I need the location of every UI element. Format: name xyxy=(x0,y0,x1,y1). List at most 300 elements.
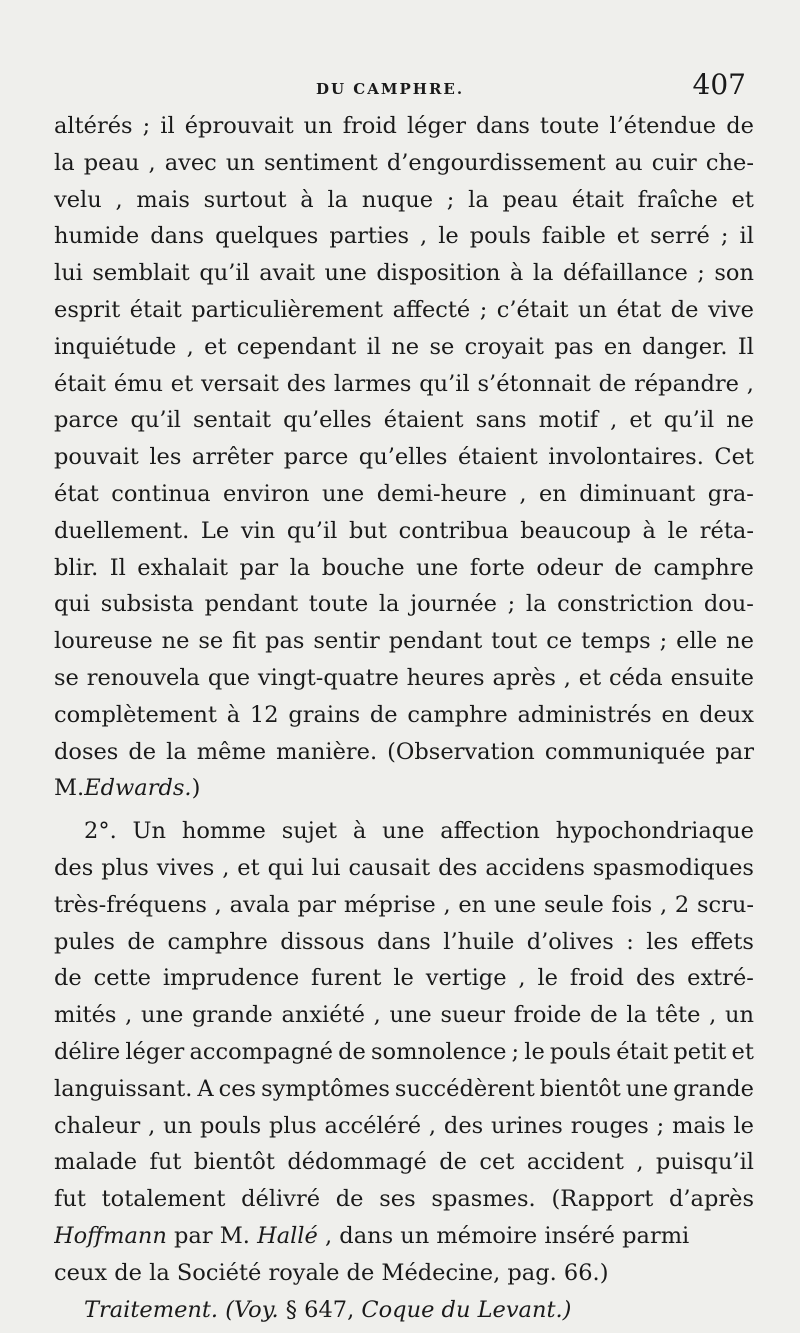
word: che- xyxy=(705,149,754,176)
word: demi-heure xyxy=(376,480,507,507)
word: , xyxy=(746,370,754,397)
treatment-ref: § 647, xyxy=(278,1296,362,1323)
text-line xyxy=(54,1218,754,1255)
word: journée xyxy=(410,591,498,618)
word: constriction xyxy=(557,591,694,618)
word: ; xyxy=(507,591,516,618)
word: après xyxy=(492,664,556,691)
word: contribua xyxy=(398,517,509,544)
word: étaient xyxy=(457,444,538,471)
text-line xyxy=(54,329,754,366)
word: ; xyxy=(446,186,455,213)
word: éprouvait xyxy=(184,113,294,139)
word: parce xyxy=(54,407,119,434)
word: duellement. xyxy=(54,517,190,544)
word: en xyxy=(538,480,567,507)
word: était xyxy=(129,296,182,323)
word: , xyxy=(428,1112,437,1139)
word: parce xyxy=(283,444,349,471)
word: croyait xyxy=(464,333,544,360)
word: froid xyxy=(569,965,625,992)
word: spasmodiques xyxy=(592,854,754,881)
word: les xyxy=(149,444,182,471)
word: homme xyxy=(181,818,266,845)
word: exhalait xyxy=(137,554,229,581)
word: et xyxy=(237,854,260,881)
word: de xyxy=(369,701,398,728)
word: accidens xyxy=(485,854,585,881)
text-line xyxy=(54,1034,754,1071)
word: défaillance xyxy=(562,260,688,287)
word: qu’elles xyxy=(358,444,448,471)
word: effets xyxy=(690,928,754,955)
word: des xyxy=(286,370,327,397)
line-text: M. xyxy=(54,775,85,802)
word: s’étonnait xyxy=(477,370,591,397)
word: mais xyxy=(136,186,190,213)
word: la xyxy=(626,1002,648,1029)
word: délivré xyxy=(241,1186,321,1213)
word: altérés xyxy=(54,113,133,139)
word: plus xyxy=(101,854,149,881)
word: malade xyxy=(54,1149,138,1176)
word: fut xyxy=(54,1186,86,1213)
word: affection xyxy=(440,818,540,845)
word: par xyxy=(239,554,279,581)
word: le xyxy=(393,965,414,992)
text-line xyxy=(54,1071,754,1108)
word: de xyxy=(335,1186,364,1213)
word: , xyxy=(125,1002,133,1029)
word: des xyxy=(438,854,478,881)
word: c’était xyxy=(496,296,569,323)
word: : xyxy=(626,928,634,955)
word: , xyxy=(709,1002,717,1029)
word: heures xyxy=(406,664,485,691)
italic-text: Hallé xyxy=(257,1222,318,1249)
word: urines xyxy=(491,1112,563,1139)
word: furent xyxy=(311,965,382,992)
word: se xyxy=(198,628,224,655)
word: Il xyxy=(737,333,754,360)
word: beaucoup xyxy=(520,517,631,544)
word: , xyxy=(443,891,451,918)
word: pas xyxy=(265,628,305,655)
word: dans xyxy=(476,113,530,139)
word: et xyxy=(731,186,754,213)
word: surtout xyxy=(203,186,287,213)
word: totalement xyxy=(101,1186,226,1213)
word: , xyxy=(563,664,571,691)
word: et xyxy=(170,370,194,397)
word: somnolence xyxy=(371,1038,507,1065)
paragraph-1 xyxy=(54,108,754,770)
word: qui xyxy=(267,854,304,881)
word: environ xyxy=(222,480,310,507)
word: à xyxy=(300,186,314,213)
word: esprit xyxy=(54,296,121,323)
line-text: , dans un mémoire inséré parmi xyxy=(317,1222,690,1249)
word: , xyxy=(214,891,222,918)
text-line xyxy=(54,513,754,550)
line-text: par M. xyxy=(166,1222,258,1249)
word: , xyxy=(222,854,230,881)
text-line xyxy=(54,887,754,924)
text-line xyxy=(54,697,754,734)
word: deux xyxy=(699,701,754,728)
word: cuir xyxy=(651,149,697,176)
word: spasmes. xyxy=(431,1186,536,1213)
word: en xyxy=(603,333,632,360)
text-line xyxy=(54,997,754,1034)
word: communiquée xyxy=(544,738,706,765)
word: rouges xyxy=(570,1112,649,1139)
word: de xyxy=(338,1038,366,1065)
word: ; xyxy=(142,113,151,139)
word: à xyxy=(352,818,367,845)
text-line xyxy=(54,813,754,850)
word: Le xyxy=(200,517,230,544)
word: fit xyxy=(232,628,257,655)
italic-text: Hoffmann xyxy=(54,1222,167,1249)
body-text xyxy=(54,108,754,1328)
paragraph-2 xyxy=(54,813,754,1218)
word: 12 xyxy=(249,701,279,728)
word: vin xyxy=(240,517,276,544)
treatment-close: ) xyxy=(562,1296,572,1323)
word: méprise xyxy=(343,891,436,918)
word: danger. xyxy=(642,333,728,360)
word: seule xyxy=(543,891,604,918)
word: , xyxy=(420,223,428,250)
word: la xyxy=(525,591,547,618)
word: avala xyxy=(229,891,290,918)
word: et xyxy=(578,664,602,691)
word: , xyxy=(373,1002,381,1029)
word: , xyxy=(636,1149,644,1176)
word: manière. xyxy=(276,738,378,765)
word: était xyxy=(54,370,107,397)
word: était xyxy=(571,186,624,213)
word: des xyxy=(635,965,676,992)
text-line xyxy=(54,255,754,292)
word: grains xyxy=(288,701,361,728)
word: le xyxy=(537,965,558,992)
word: était xyxy=(616,1038,669,1065)
word: quelques xyxy=(215,223,319,250)
word: , xyxy=(186,333,194,360)
word: ; xyxy=(659,628,668,655)
word: l’étendue xyxy=(609,113,717,139)
treatment-line xyxy=(54,1292,754,1329)
word: forte xyxy=(469,554,525,581)
word: puisqu’il xyxy=(655,1149,754,1176)
treatment-voy: Voy. xyxy=(234,1296,279,1323)
word: 2 xyxy=(674,891,690,918)
word: administrés xyxy=(517,701,652,728)
word: imprudence xyxy=(162,965,300,992)
word: faible xyxy=(541,223,606,250)
word: à xyxy=(509,260,524,287)
word: en xyxy=(458,891,487,918)
word: de xyxy=(598,370,627,397)
word: renouvela xyxy=(86,664,200,691)
word: lui xyxy=(311,854,341,881)
word: ému xyxy=(113,370,163,397)
line-text: ) xyxy=(191,775,201,802)
word: pendant xyxy=(388,628,483,655)
word: et xyxy=(616,223,640,250)
line-text: ceux de la Société royale de Médecine, pag. 66.) xyxy=(54,1259,609,1286)
word: ; xyxy=(479,296,488,323)
word: ce xyxy=(546,628,573,655)
word: , xyxy=(115,186,123,213)
word: ne xyxy=(161,628,190,655)
word: fraîche xyxy=(637,186,718,213)
word: la xyxy=(166,738,187,765)
word: de xyxy=(589,1002,618,1029)
text-line xyxy=(54,850,754,887)
word: ne xyxy=(726,407,754,434)
word: de xyxy=(128,738,157,765)
word: 2°. xyxy=(84,818,117,845)
word: qu’il xyxy=(286,517,338,544)
word: anxiété xyxy=(281,1002,365,1029)
text-line xyxy=(54,145,754,182)
word: lui xyxy=(54,260,83,287)
word: qu’il xyxy=(130,407,181,434)
word: plus xyxy=(269,1112,317,1139)
word: , xyxy=(659,891,668,918)
word: affecté xyxy=(392,296,471,323)
word: pules xyxy=(54,928,115,955)
word: par xyxy=(297,891,337,918)
word: d’engourdissement xyxy=(386,149,606,176)
word: une xyxy=(493,891,537,918)
line-text xyxy=(54,1218,689,1255)
word: petit xyxy=(673,1038,727,1065)
word: la xyxy=(327,186,349,213)
word: bouche xyxy=(321,554,405,581)
word: en xyxy=(661,701,690,728)
word: céda xyxy=(608,664,663,691)
word: froide xyxy=(513,1002,582,1029)
word: ces xyxy=(218,1075,257,1102)
word: sans xyxy=(475,407,527,434)
word: la xyxy=(289,554,311,581)
word: peau xyxy=(502,186,559,213)
word: ; xyxy=(720,223,729,250)
word: la xyxy=(468,186,489,213)
word: réta- xyxy=(699,517,754,544)
word: de xyxy=(54,965,82,992)
word: très-fréquens xyxy=(54,891,207,918)
word: mais xyxy=(672,1112,726,1139)
word: succédèrent xyxy=(394,1075,535,1102)
word: arrêter xyxy=(191,444,274,471)
word: ; xyxy=(511,1038,520,1065)
word: se xyxy=(429,333,455,360)
word: par xyxy=(715,738,754,765)
text-line xyxy=(54,366,754,403)
word: ensuite xyxy=(670,664,754,691)
word: pouls xyxy=(469,223,531,250)
word: temps xyxy=(581,628,651,655)
word: larmes xyxy=(333,370,412,397)
word: disposition xyxy=(376,260,501,287)
word: blir. xyxy=(54,554,99,581)
word: semblait xyxy=(92,260,190,287)
word: toute xyxy=(308,591,369,618)
word: pouls xyxy=(549,1038,612,1065)
word: sentiment xyxy=(263,149,378,176)
word: froid xyxy=(342,113,397,139)
word: versait xyxy=(200,370,279,397)
text-line xyxy=(54,1144,754,1181)
word: le xyxy=(733,1112,754,1139)
word: étaient xyxy=(383,407,464,434)
word: inquiétude xyxy=(54,333,177,360)
text-line xyxy=(54,770,754,807)
word: but xyxy=(349,517,387,544)
word: serré xyxy=(650,223,710,250)
word: la xyxy=(532,260,554,287)
word: d’après xyxy=(669,1186,754,1213)
word: qu’il xyxy=(419,370,470,397)
word: sentir xyxy=(313,628,380,655)
word: loureuse xyxy=(54,628,153,655)
word: (Rapport xyxy=(551,1186,654,1213)
word: cet xyxy=(479,1149,515,1176)
word: velu xyxy=(54,186,102,213)
word: qu’il xyxy=(199,260,250,287)
treatment-label: Traitement. ( xyxy=(84,1296,234,1323)
word: que xyxy=(207,664,251,691)
word: gra- xyxy=(707,480,754,507)
word: de xyxy=(726,113,754,139)
word: sueur xyxy=(440,1002,506,1029)
word: odeur xyxy=(536,554,603,581)
word: de xyxy=(614,554,643,581)
word: , xyxy=(518,965,526,992)
word: léger xyxy=(125,1038,185,1065)
word: doses xyxy=(54,738,119,765)
text-line xyxy=(54,1181,754,1218)
word: camphre xyxy=(653,554,754,581)
word: il xyxy=(366,333,381,360)
word: extré- xyxy=(687,965,754,992)
word: diminuant xyxy=(579,480,696,507)
word: bientôt xyxy=(539,1075,621,1102)
text-line xyxy=(54,550,754,587)
word: , xyxy=(610,407,618,434)
word: dans xyxy=(150,223,205,250)
word: accident xyxy=(526,1149,624,1176)
word: pendant xyxy=(204,591,299,618)
text-line xyxy=(54,586,754,623)
word: et xyxy=(629,407,652,434)
word: dissous xyxy=(280,928,365,955)
word: une xyxy=(416,554,459,581)
text-line xyxy=(54,108,754,145)
word: d’olives xyxy=(526,928,614,955)
text-line xyxy=(54,439,754,476)
word: , xyxy=(519,480,527,507)
text-line xyxy=(54,1108,754,1145)
word: une xyxy=(625,1075,669,1102)
text-line xyxy=(54,960,754,997)
word: complètement xyxy=(54,701,217,728)
word: dans xyxy=(376,928,431,955)
word: les xyxy=(646,928,679,955)
word: toute xyxy=(539,113,600,139)
word: vive xyxy=(707,296,754,323)
text-line xyxy=(54,660,754,697)
word: des xyxy=(443,1112,484,1139)
word: répandre xyxy=(634,370,739,397)
word: le xyxy=(438,223,459,250)
word: il xyxy=(739,223,754,250)
word: dou- xyxy=(703,591,754,618)
word: languissant. xyxy=(54,1075,193,1102)
word: pas xyxy=(554,333,594,360)
text-line xyxy=(54,924,754,961)
word: nuque xyxy=(361,186,434,213)
word: le xyxy=(524,1038,545,1065)
word: bientôt xyxy=(193,1149,275,1176)
text-line xyxy=(54,218,754,255)
text-line xyxy=(54,402,754,439)
word: de xyxy=(127,928,156,955)
word: qu’il xyxy=(663,407,715,434)
word: délire xyxy=(54,1038,121,1065)
word: l’huile xyxy=(443,928,515,955)
word: un xyxy=(724,1002,754,1029)
word: tout xyxy=(491,628,538,655)
word: ; xyxy=(697,260,705,287)
word: vingt-quatre xyxy=(257,664,399,691)
word: tête xyxy=(655,1002,701,1029)
word: (Observation xyxy=(387,738,535,765)
text-line xyxy=(54,292,754,329)
word: pouvait xyxy=(54,444,139,471)
word: état xyxy=(54,480,99,507)
word: une xyxy=(140,1002,184,1029)
word: fois xyxy=(611,891,653,918)
text-line xyxy=(54,734,754,771)
word: au xyxy=(614,149,643,176)
word: sentait xyxy=(193,407,272,434)
word: avait xyxy=(259,260,316,287)
word: il xyxy=(160,113,175,139)
word: un xyxy=(578,296,607,323)
treatment-title: Coque du Levant. xyxy=(361,1296,563,1323)
word: fut xyxy=(149,1149,182,1176)
word: léger xyxy=(406,113,466,139)
word: à xyxy=(642,517,656,544)
word: ; xyxy=(656,1112,665,1139)
word: cette xyxy=(93,965,151,992)
word: involontaires. xyxy=(548,444,704,471)
word: une xyxy=(389,1002,432,1029)
word: avec xyxy=(164,149,217,176)
word: une xyxy=(324,260,367,287)
word: ses xyxy=(379,1186,416,1213)
word: et xyxy=(204,333,227,360)
running-title: DU CAMPHRE. xyxy=(316,80,465,98)
word: parties xyxy=(329,223,409,250)
word: humide xyxy=(54,223,140,250)
